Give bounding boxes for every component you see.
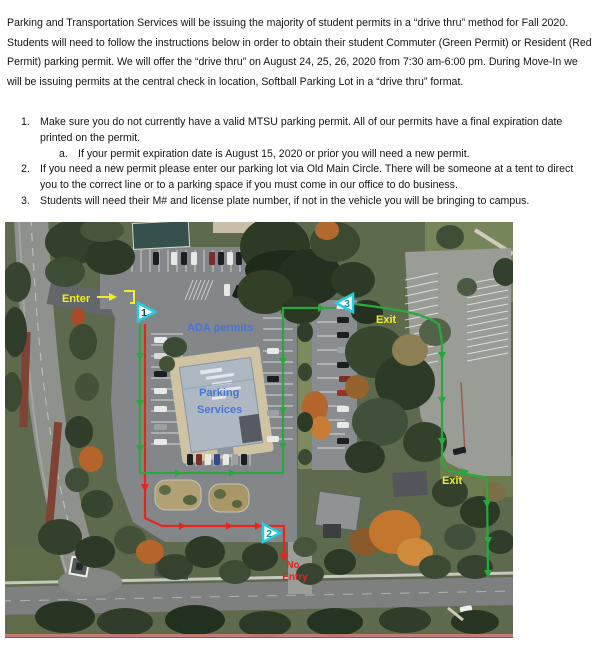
map-label-exit-top: Exit xyxy=(376,314,397,326)
list-subitem-text: If your permit expiration date is August 15, 2020 or prior you will need a new permit. xyxy=(78,147,470,160)
list-item-text: If you need a new permit please enter our parking lot via Old Main Circle. There will be someone at a tent to direct you to the correct line or to a parking space if you must come in our office to do business. xyxy=(40,163,574,192)
document-body xyxy=(0,0,600,210)
marker-3-number: 3 xyxy=(344,298,350,310)
list-item xyxy=(21,194,592,210)
marker-2-number: 2 xyxy=(266,528,272,540)
map-label-building-line1: Parking xyxy=(199,387,240,399)
aerial-photo-base xyxy=(5,222,513,638)
map-label-building-line2: Services xyxy=(197,404,243,416)
instruction-list xyxy=(0,115,600,210)
list-item-number: 2. xyxy=(21,163,30,176)
list-subitem xyxy=(59,147,592,163)
list-item xyxy=(21,162,592,194)
map-label-ada-permits: ADA permits xyxy=(187,322,254,334)
list-item-number: 3. xyxy=(21,194,30,207)
map-bottom-border xyxy=(5,634,513,637)
list-item xyxy=(21,115,592,147)
map-label-enter: Enter xyxy=(62,293,91,305)
marker-1-number: 1 xyxy=(141,307,147,319)
intro-paragraph: Parking and Transportation Services will be issuing the majority of student permits in a “drive thru” method for Fall 2020. Students will need to follow the instructions below in order to obtain their student Commuter (Green Permit) or Resident (Red Permit) parking permit. We will offer the “drive thru” on August 24, 25, 26, 2020 from 7:30 am-6:00 pm. During Move-In we will be issuing permits at the central check in location, Softball Parking Lot in a “drive thru” format. xyxy=(7,17,592,88)
list-subitem-letter: a. xyxy=(59,147,68,160)
list-item-text: Make sure you do not currently have a valid MTSU parking permit. All of our permits have a final expiration date printed on the permit. xyxy=(40,116,563,144)
map-label-exit-right: Exit xyxy=(442,475,463,487)
map-label-no-entry-line2: Entry xyxy=(282,572,308,583)
parking-lot-aerial-map xyxy=(5,222,513,638)
list-item-text: Students will need their M# and license plate number, if not in the vehicle you will be bringing to campus. xyxy=(40,194,530,207)
list-item-number: 1. xyxy=(21,116,30,128)
map-label-no-entry-line1: No xyxy=(286,560,300,571)
